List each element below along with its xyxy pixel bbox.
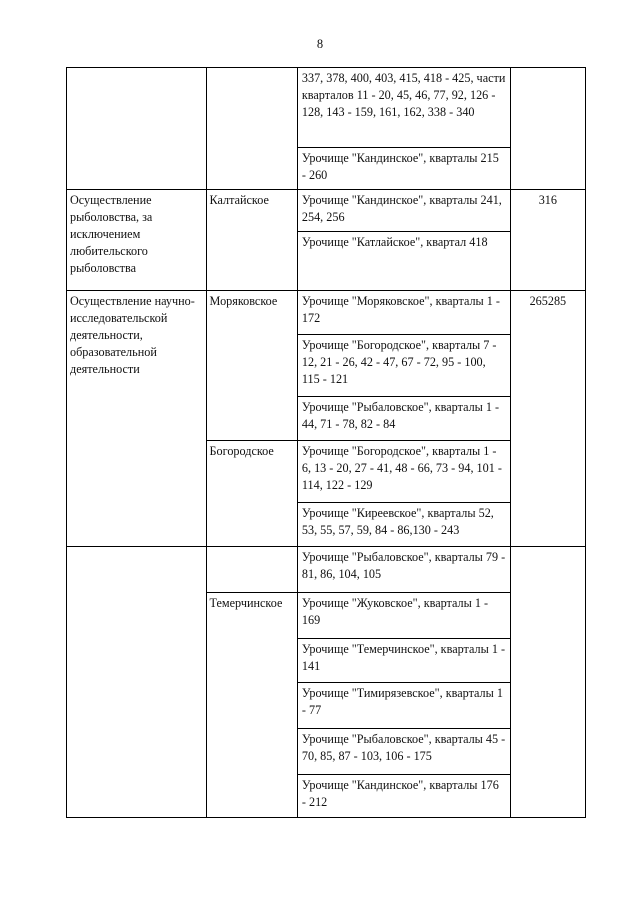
quarters-cell [297, 148, 510, 190]
quarters-cell [297, 68, 510, 148]
quarters-text: Урочище "Кандинское", кварталы 215 - 260 [301, 151, 499, 182]
table-row [67, 291, 586, 335]
quarters-text: Урочище "Рыбаловское", кварталы 79 - 81, 86, 104, 105 [301, 550, 506, 581]
quarters-text: Урочище "Кандинское", кварталы 241, 254, 256 [301, 193, 502, 224]
quarters-text: Урочище "Катлайское", квартал 418 [301, 235, 488, 249]
area-value: 265285 [529, 294, 567, 308]
area-cell [510, 68, 585, 190]
quarters-cell [297, 639, 510, 683]
forestry-cell [206, 291, 297, 441]
quarters-cell [297, 441, 510, 503]
quarters-text: Урочище "Темерчинское", кварталы 1 - 141 [301, 642, 506, 673]
forestry-cell [206, 68, 297, 190]
activity-text: Осуществление рыболовства, за исключением любительского рыболовства [70, 193, 153, 275]
activity-text: Осуществление научно-исследовательской деятельности, образовательной деятельности [70, 294, 195, 376]
area-cell [510, 547, 585, 818]
forestry-cell [206, 190, 297, 291]
quarters-text: Урочище "Рыбаловское", кварталы 1 - 44, 71 - 78, 82 - 84 [301, 400, 500, 431]
quarters-cell [297, 547, 510, 593]
quarters-text: Урочище "Богородское", кварталы 7 - 12, 21 - 26, 42 - 47, 67 - 72, 95 - 100, 115 - 121 [301, 338, 497, 386]
quarters-text: Урочище "Богородское", кварталы 1 - 6, 13 - 20, 27 - 41, 48 - 66, 73 - 94, 101 - 114, 122 - 129 [301, 444, 502, 492]
quarters-cell [297, 729, 510, 775]
table-row [67, 547, 586, 593]
forestry-text: Богородское [209, 444, 274, 458]
table-row [67, 190, 586, 232]
forest-use-table [66, 67, 586, 818]
quarters-cell [297, 232, 510, 291]
area-cell [510, 291, 585, 547]
quarters-cell [297, 775, 510, 818]
quarters-cell [297, 503, 510, 547]
area-cell [510, 190, 585, 291]
activity-cell [67, 68, 207, 190]
forestry-cell [206, 441, 297, 547]
quarters-cell [297, 683, 510, 729]
forestry-cell [206, 593, 297, 818]
activity-cell [67, 190, 207, 291]
forestry-text: Калтайское [209, 193, 269, 207]
forestry-text: Моряковское [209, 294, 278, 308]
quarters-text: Урочище "Кандинское", кварталы 176 - 212 [301, 778, 499, 809]
quarters-text: Урочище "Тимирязевское", кварталы 1 - 77 [301, 686, 503, 717]
quarters-text: Урочище "Киреевское", кварталы 52, 53, 55, 57, 59, 84 - 86,130 - 243 [301, 506, 494, 537]
table-row [67, 68, 586, 148]
quarters-cell [297, 397, 510, 441]
quarters-text: 337, 378, 400, 403, 415, 418 - 425, части кварталов 11 - 20, 45, 46, 77, 92, 126 - 128, 143 - 159, 161, 162, 338 - 340 [301, 71, 506, 119]
quarters-text: Урочище "Жуковское", кварталы 1 - 169 [301, 596, 489, 627]
activity-cell [67, 291, 207, 547]
area-value: 316 [538, 193, 557, 207]
activity-cell [67, 547, 207, 818]
forestry-text: Темерчинское [209, 596, 283, 610]
quarters-text: Урочище "Моряковское", кварталы 1 - 172 [301, 294, 500, 325]
forestry-cell [206, 547, 297, 593]
quarters-cell [297, 335, 510, 397]
quarters-text: Урочище "Рыбаловское", кварталы 45 - 70, 85, 87 - 103, 106 - 175 [301, 732, 506, 763]
quarters-cell [297, 291, 510, 335]
quarters-cell [297, 593, 510, 639]
page-number: 8 [316, 37, 324, 51]
quarters-cell [297, 190, 510, 232]
